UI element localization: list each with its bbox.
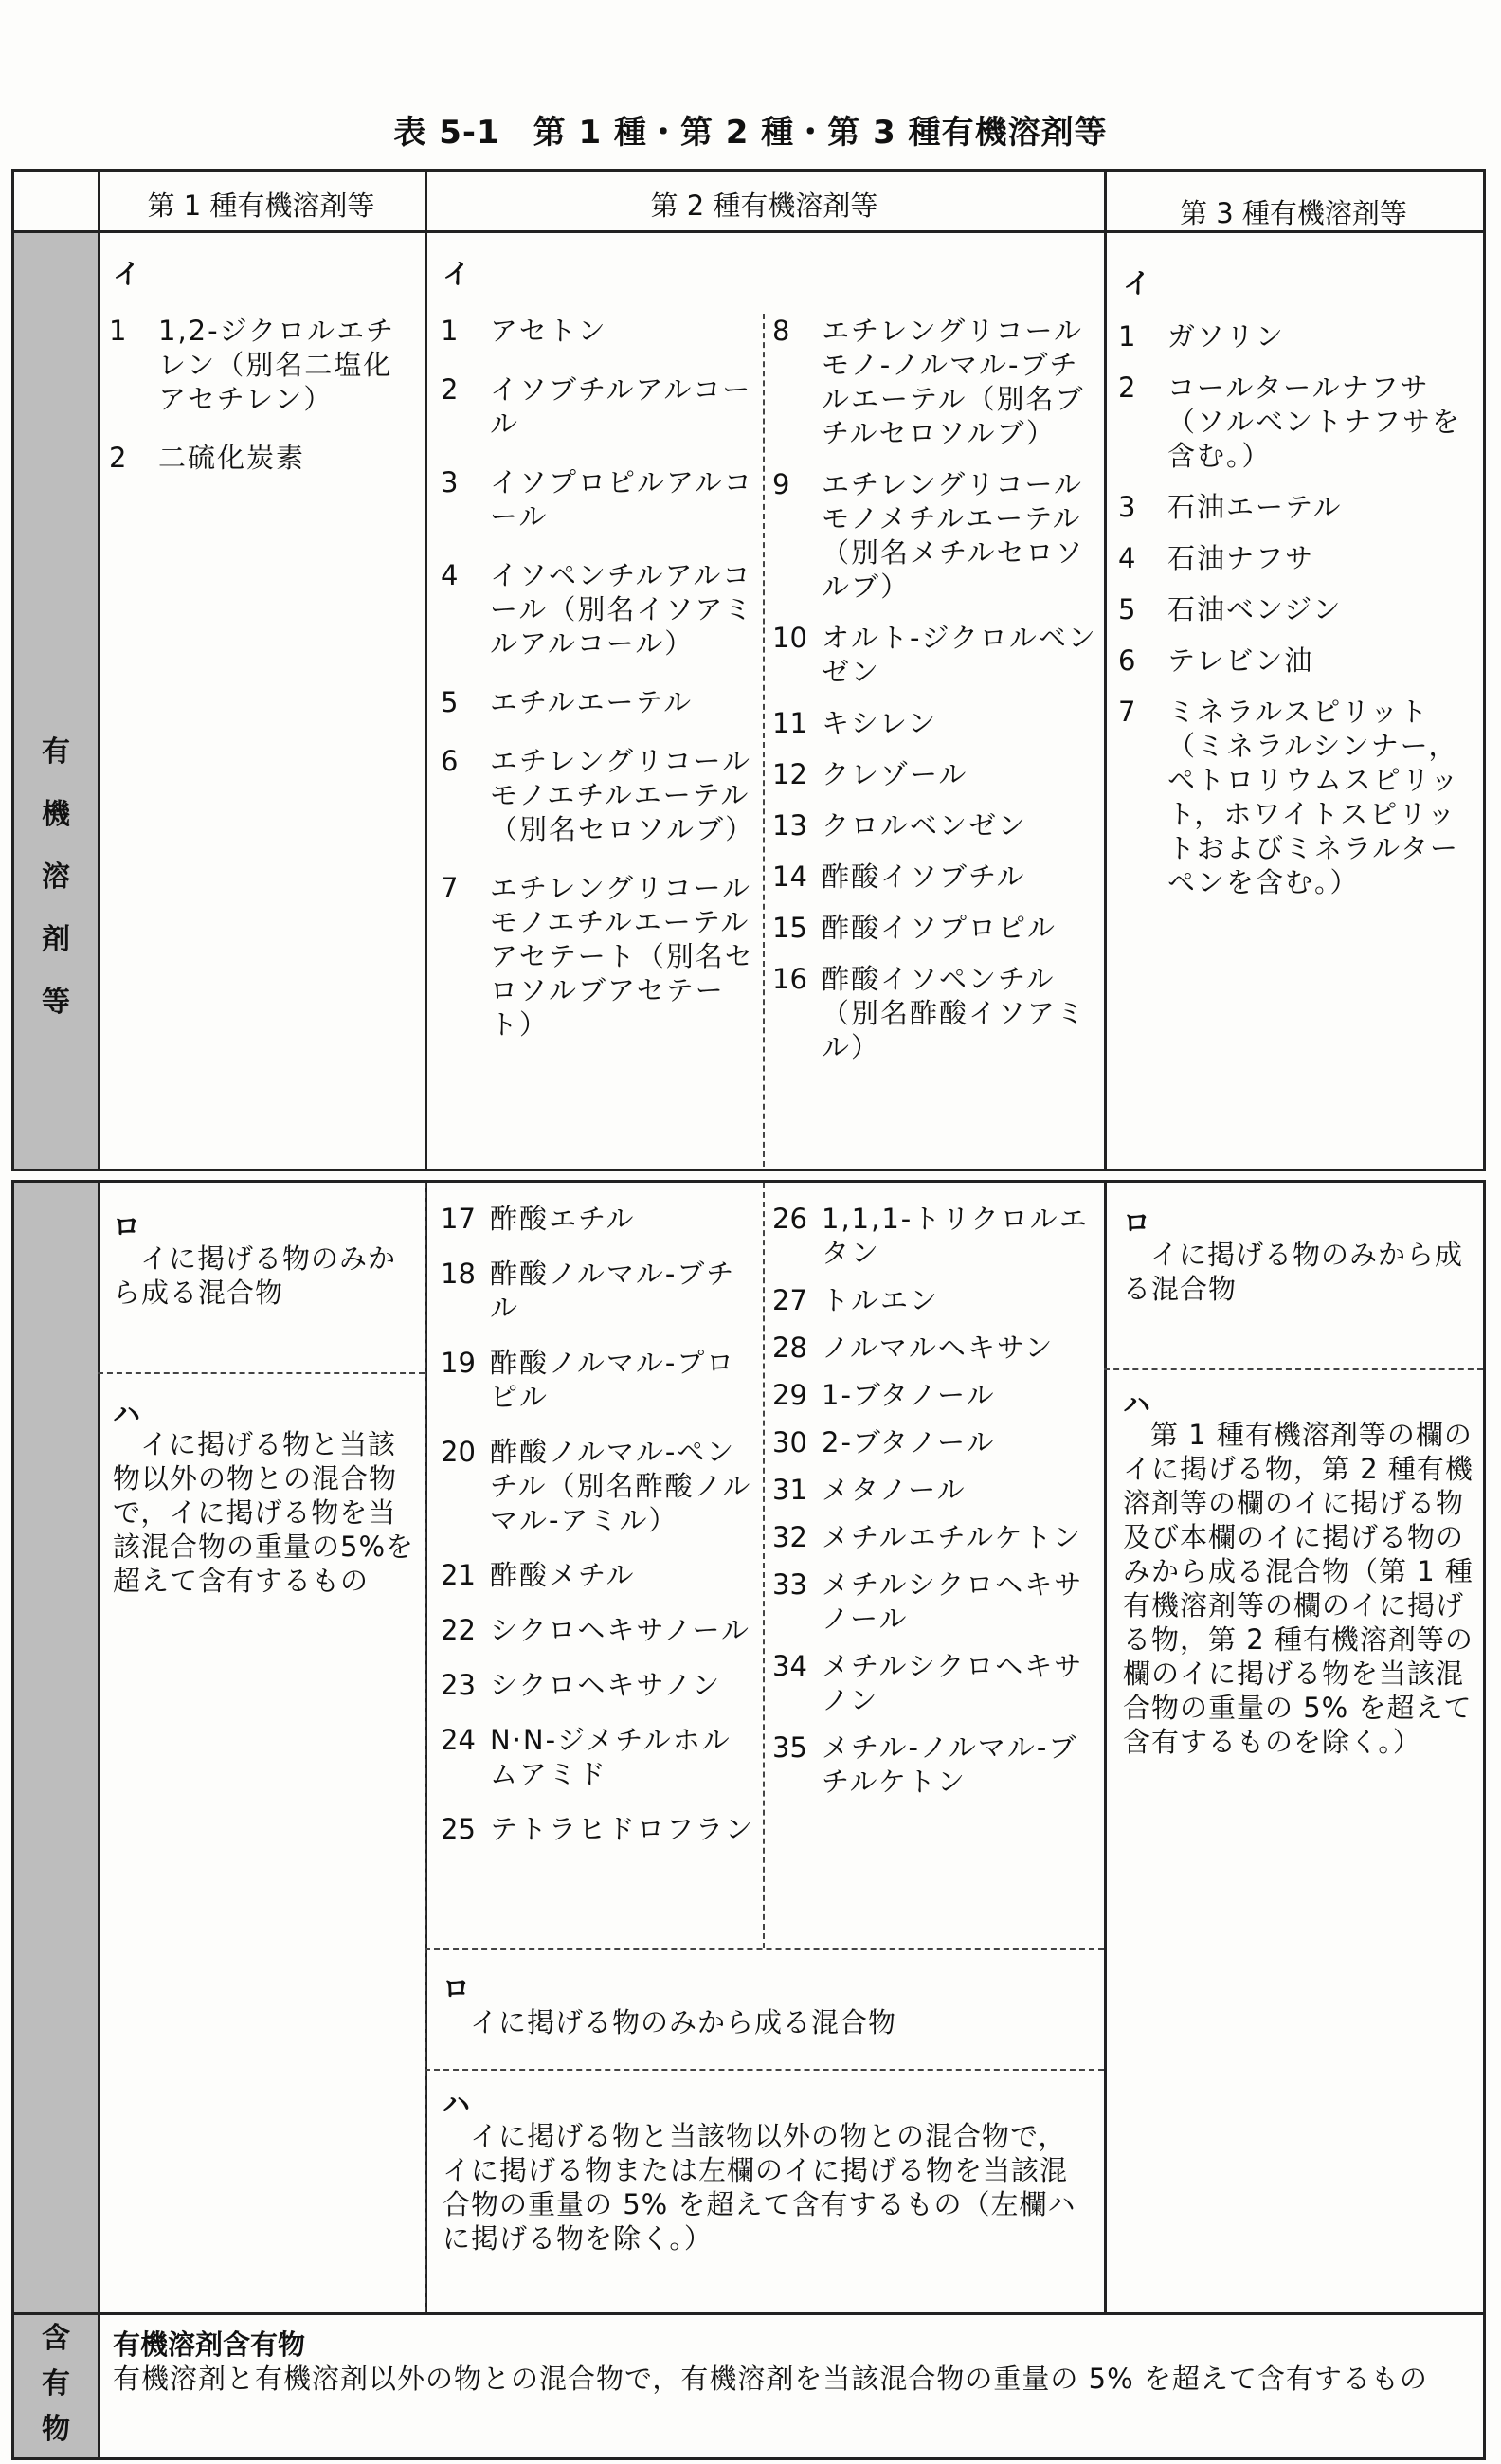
list-item: 1 アセトン: [441, 315, 607, 347]
list-item: 6 エチレングリコールモノエチルエーテル（別名セロソルブ）: [441, 745, 755, 845]
list-item: 23 シクロヘキサノン: [441, 1669, 722, 1701]
side-char: 溶: [42, 861, 70, 894]
list-item: 8 エチレングリコールモノ-ノルマル-ブチルエーテル（別名ブチルセロソルブ）: [772, 315, 1085, 449]
col2-subdivider: [763, 1183, 765, 1948]
side-char: 物: [42, 2413, 70, 2446]
side-char: 機: [42, 798, 70, 831]
col3-ha-text: 第 1 種有機溶剤等の欄のイに掲げる物，第 2 種有機溶剤等の欄のイに掲げる物及び本欄のイに掲げる物のみから成る混合物（第 1 種有機溶剤等の欄のイに掲げる物，第 2 種有機溶剤等の欄のイに掲げる物を当該混合物の重量の 5% を超えて含有するものを除く。）: [1123, 1419, 1474, 1758]
col2-subdivider: [763, 314, 765, 1167]
list-item: 2 イソブチルアルコール: [441, 373, 752, 440]
col2-ha-text: イに掲げる物と当該物以外の物との混合物で，イに掲げる物または左欄のイに掲げる物を当該混合物の重量の 5% を超えて含有するもの（左欄ハに掲げる物を除く。）: [443, 2120, 1076, 2255]
side-char: 有: [42, 735, 70, 769]
list-item: 32 メチルエチルケトン: [772, 1521, 1083, 1553]
list-item: 10 オルト-ジクロルベンゼン: [772, 622, 1097, 688]
list-item: 6 テレビン油: [1118, 644, 1314, 677]
header-col2: 第 2 種有機溶剤等: [650, 190, 878, 222]
col-divider: [1104, 172, 1107, 1169]
list-item: 18 酢酸ノルマル-ブチル: [441, 1258, 736, 1324]
col3-ro-text: イに掲げる物のみから成る混合物: [1123, 1239, 1464, 1305]
list-item: 12 クレゾール: [772, 758, 968, 790]
list-item: 34 メチルシクロヘキサノン: [772, 1650, 1084, 1716]
list-item: 16 酢酸イソペンチル（別名酢酸イソアミル）: [772, 963, 1087, 1063]
list-item: 21 酢酸メチル: [441, 1559, 636, 1591]
list-item: 4 イソペンチルアルコール（別名イソアミルアルコール）: [441, 559, 754, 660]
col1-ro-text: イに掲げる物のみから成る混合物: [113, 1242, 397, 1309]
i-label-col1: イ: [113, 258, 141, 290]
ha-label-col3: ハ: [1123, 1388, 1151, 1421]
row-divider-contained: [14, 2312, 1483, 2315]
col1-ha-text: イに掲げる物と当該物以外の物との混合物で，イに掲げる物を当該混合物の重量の5%を超えて含有するもの: [113, 1428, 415, 1597]
ro-label-col1: ロ: [113, 1210, 141, 1242]
list-item: 27 トルエン: [772, 1284, 940, 1316]
list-item: 9 エチレングリコールモノメチルエーテル（別名メチルセロソルブ）: [772, 468, 1085, 603]
list-item: 15 酢酸イソプロピル: [772, 912, 1058, 944]
list-item: 20 酢酸ノルマル-ペンチル（別名酢酸ノルマル-アミル）: [441, 1436, 752, 1536]
i-label-col3: イ: [1123, 267, 1151, 299]
i-label-col2: イ: [443, 258, 471, 290]
list-item: 24 N·N-ジメチルホルムアミド: [441, 1724, 732, 1790]
col2b-i-list: [772, 314, 1099, 1081]
row-divider: [425, 2069, 1104, 2071]
list-item: 31 メタノール: [772, 1474, 967, 1506]
list-item: 4 石油ナフサ: [1118, 542, 1315, 574]
list-item: 33 メチルシクロヘキサノール: [772, 1568, 1084, 1635]
table-top-panel: [11, 169, 1486, 1171]
contained-text: 有機溶剤と有機溶剤以外の物との混合物で，有機溶剤を当該混合物の重量の 5% を超えて含有するもの: [113, 2363, 1428, 2395]
ro-label-col2: ロ: [443, 1972, 471, 2004]
col3-i-list: [1118, 319, 1474, 916]
list-item: 2 二硫化炭素: [109, 442, 306, 474]
list-item: 3 石油エーテル: [1118, 491, 1343, 523]
list-item: 26 1,1,1-トリクロルエタン: [772, 1203, 1089, 1269]
list-item: 5 石油ベンジン: [1118, 593, 1343, 625]
page-title: 表 5-1 第 1 種・第 2 種・第 3 種有機溶剤等: [393, 114, 1108, 152]
list-item: 17 酢酸エチル: [441, 1203, 636, 1235]
col2c-i-list: [441, 1202, 758, 1867]
row-divider: [98, 1372, 425, 1374]
col1-i-list: [109, 314, 417, 499]
list-item: 1 1,2-ジクロルエチレン（別名二塩化アセチレン）: [109, 315, 396, 415]
list-item: 19 酢酸ノルマル-プロピル: [441, 1347, 736, 1413]
table-bottom-panel: [11, 1180, 1486, 2460]
ro-label-col3: ロ: [1123, 1206, 1151, 1239]
col2d-i-list: [772, 1202, 1099, 1812]
list-item: 29 1-ブタノール: [772, 1379, 996, 1411]
side-label-contained: [27, 2316, 84, 2453]
col-divider: [98, 172, 100, 1169]
col2a-i-list: [441, 314, 758, 1066]
side-char: 剤: [42, 923, 70, 956]
row-divider: [1104, 1368, 1483, 1370]
list-item: 7 ミネラルスピリット（ミネラルシンナー，ペトロリウムスピリット，ホワイトスピリットおよびミネラルターペンを含む。）: [1118, 696, 1460, 898]
list-item: 1 ガソリン: [1118, 320, 1286, 353]
list-item: 35 メチル-ノルマル-ブチルケトン: [772, 1731, 1078, 1798]
list-item: 22 シクロヘキサノール: [441, 1614, 750, 1646]
list-item: 11 キシレン: [772, 707, 938, 739]
side-char: 有: [42, 2367, 70, 2401]
list-item: 5 エチルエーテル: [441, 686, 694, 718]
list-item: 7 エチレングリコールモノエチルエーテルアセテート（別名セロソルブアセテート）: [441, 872, 754, 1041]
list-item: 28 ノルマルヘキサン: [772, 1332, 1055, 1364]
col-divider: [1104, 1183, 1107, 2312]
list-item: 25 テトラヒドロフラン: [441, 1813, 755, 1845]
col-divider-dashed: [425, 1183, 426, 2312]
list-item: 14 酢酸イソブチル: [772, 861, 1026, 893]
contained-title: 有機溶剤含有物: [113, 2328, 306, 2361]
header-col3: 第 3 種有機溶剤等: [1180, 197, 1407, 229]
row-divider: [425, 1948, 1104, 1950]
list-item: 3 イソプロピルアルコール: [441, 466, 753, 533]
ha-label-col2: ハ: [443, 2088, 471, 2120]
list-item: 2 コールタールナフサ（ソルベントナフサを含む。）: [1118, 371, 1462, 472]
list-item: 13 クロルベンゼン: [772, 809, 1028, 842]
side-char: 含: [42, 2322, 70, 2355]
list-item: 30 2-ブタノール: [772, 1426, 996, 1458]
side-column-bottom: [14, 1183, 98, 2457]
header-col1: 第 1 種有機溶剤等: [147, 190, 375, 222]
side-label-organic-solvents: [27, 721, 84, 1034]
col-divider: [425, 172, 427, 1169]
side-char: 等: [42, 986, 70, 1019]
ha-label-col1: ハ: [113, 1398, 141, 1430]
col2-ro-text: イに掲げる物のみから成る混合物: [470, 2006, 897, 2038]
